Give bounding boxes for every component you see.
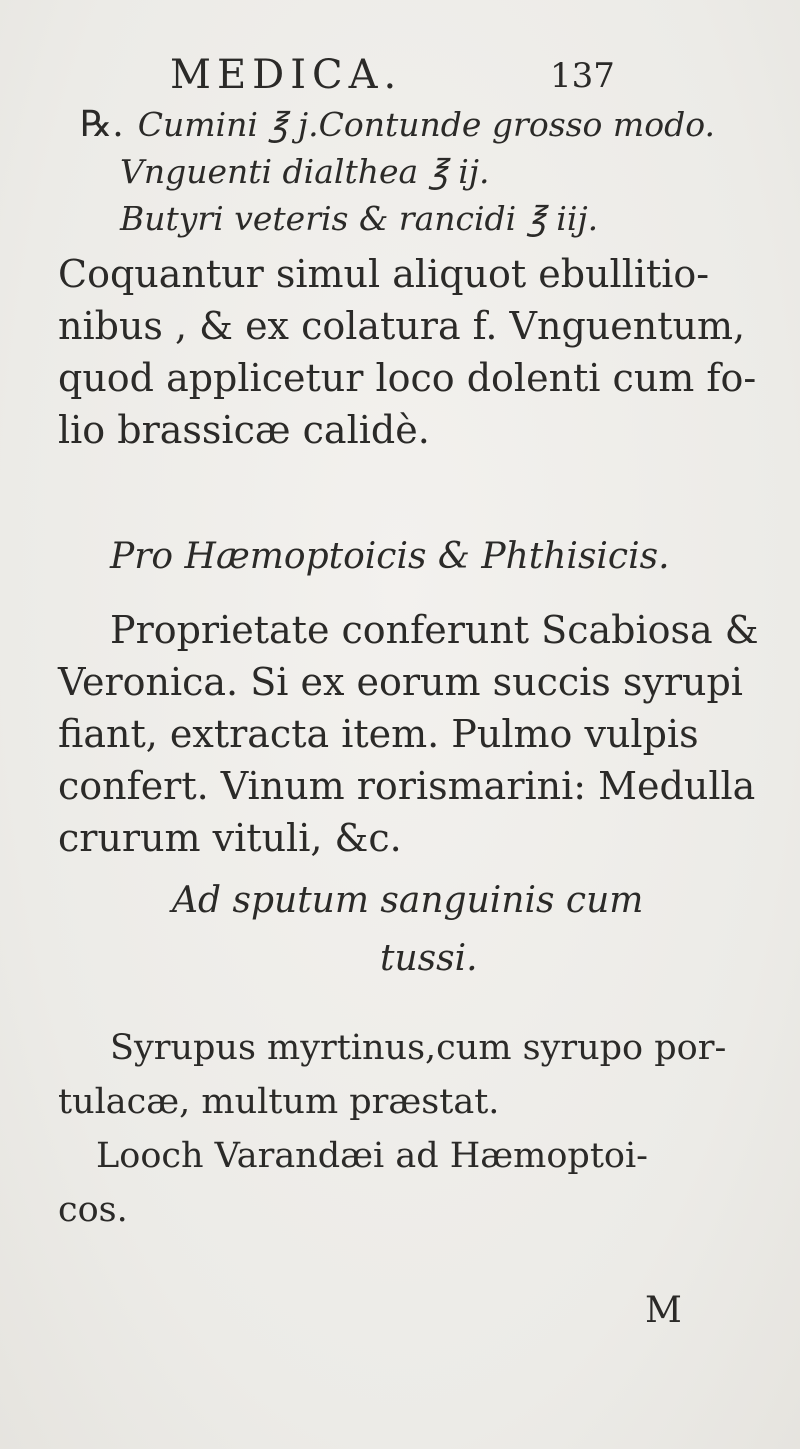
text-line: cos.: [58, 1190, 128, 1230]
page-header: [170, 52, 690, 102]
section-heading: Pro Hæmoptoicis & Phthisicis.: [110, 536, 670, 577]
text-line: confert. Vinum rorismarini: Medulla: [58, 764, 756, 808]
recipe-line: [80, 104, 715, 145]
section-heading-line: Ad sputum sanguinis cum: [172, 880, 644, 921]
text-line: crurum vituli, &c.: [58, 816, 402, 860]
text-line: tulacæ, multum præstat.: [58, 1082, 500, 1122]
page-number: 137: [550, 56, 615, 96]
recipe-line: Butyri veteris & rancidi ℥ iij.: [120, 199, 599, 238]
text-line: nibus , & ex colatura f. Vnguentum,: [58, 304, 746, 348]
text-line: Veronica. Si ex eorum succis syrupi: [58, 660, 743, 704]
text-line: Proprietate conferunt Scabiosa &: [110, 608, 759, 652]
text-line: lio brassicæ calidè.: [58, 408, 430, 452]
text-line: Syrupus myrtinus,cum syrupo por-: [110, 1028, 727, 1068]
text-line: quod applicetur loco dolenti cum fo-: [58, 356, 757, 400]
section-heading-line: tussi.: [380, 938, 478, 979]
text-line: Looch Varandæi ad Hæmoptoi-: [96, 1136, 648, 1176]
recipe-line-text: Cumini ℥ j.Contunde grosso modo.: [137, 105, 715, 144]
catchword: M: [645, 1290, 682, 1331]
recipe-line: Vnguenti dialthea ℥ ij.: [120, 152, 490, 191]
recipe-symbol: ℞.: [80, 104, 124, 145]
text-line: Coquantur simul aliquot ebullitio-: [58, 252, 710, 296]
text-line: fiant, extracta item. Pulmo vulpis: [58, 712, 699, 756]
running-title: MEDICA.: [170, 52, 403, 98]
